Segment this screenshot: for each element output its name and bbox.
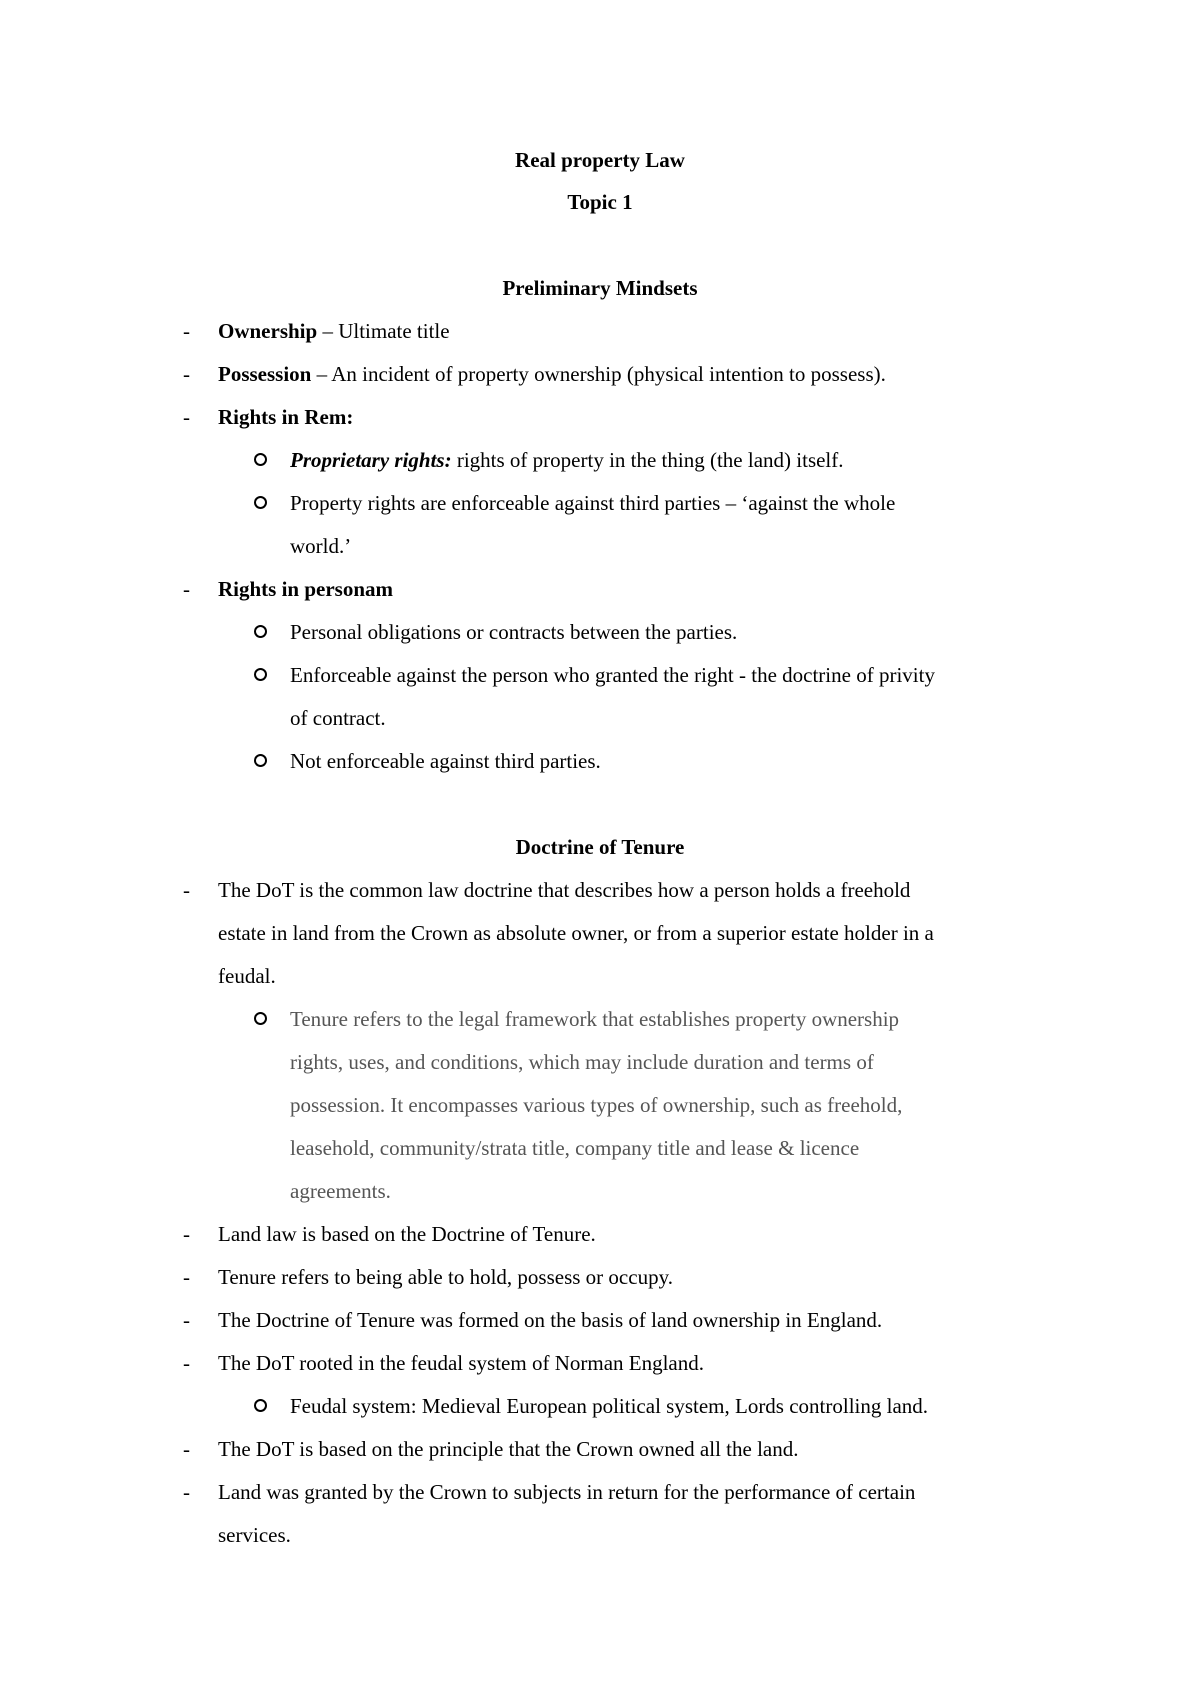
list-dash: - (183, 1480, 190, 1504)
list-item-line: Tenure refers to being able to hold, possess or occupy. (218, 1265, 673, 1289)
term-rights-in-rem: Rights in Rem: (218, 405, 354, 429)
list-dash: - (183, 362, 190, 386)
list-dash: - (183, 577, 190, 601)
sub-item-line: Personal obligations or contracts between the parties. (290, 620, 738, 644)
bullet-circle-icon (254, 625, 267, 638)
term-possession: Possession (218, 362, 312, 386)
list-item-possession (218, 360, 886, 388)
list-dash: - (183, 319, 190, 343)
sub-item-line: agreements. (290, 1179, 391, 1203)
heading-doctrine-of-tenure: Doctrine of Tenure (515, 835, 685, 859)
list-dash: - (183, 405, 190, 429)
bullet-circle-icon (254, 1012, 267, 1025)
term-proprietary-rights: Proprietary rights: (290, 448, 452, 472)
definition-text: rights of property in the thing (the land) itself. (451, 448, 844, 472)
list-item-rights-in-rem (218, 403, 353, 431)
list-item-line: Land law is based on the Doctrine of Tenure. (218, 1222, 596, 1246)
list-item-line: Land was granted by the Crown to subjects in return for the performance of certain (218, 1480, 916, 1504)
bullet-circle-icon (254, 453, 267, 466)
list-item-line: feudal. (218, 964, 276, 988)
term-ownership: Ownership (218, 319, 318, 343)
heading-preliminary-mindsets: Preliminary Mindsets (502, 276, 698, 300)
bullet-circle-icon (254, 496, 267, 509)
bullet-circle-icon (254, 1399, 267, 1412)
list-item-line: The DoT is based on the principle that the Crown owned all the land. (218, 1437, 799, 1461)
list-item-rights-in-personam (218, 575, 393, 603)
list-item-line: The Doctrine of Tenure was formed on the basis of land ownership in England. (218, 1308, 883, 1332)
list-item-ownership (218, 317, 450, 345)
term-rights-in-personam: Rights in personam (218, 577, 394, 601)
list-dash: - (183, 878, 190, 902)
sub-item-line: world.’ (290, 534, 352, 558)
sub-item-line: leasehold, community/strata title, company title and lease & licence (290, 1136, 860, 1160)
list-item-line: services. (218, 1523, 291, 1547)
sub-item-line: rights, uses, and conditions, which may include duration and terms of (290, 1050, 874, 1074)
sub-item-line: Feudal system: Medieval European political system, Lords controlling land. (290, 1394, 929, 1418)
document-title: Real property Law (515, 148, 685, 172)
list-item-line: The DoT rooted in the feudal system of Norman England. (218, 1351, 704, 1375)
definition-text: – An incident of property ownership (physical intention to possess). (311, 362, 886, 386)
sub-item-line: Tenure refers to the legal framework that establishes property ownership (290, 1007, 900, 1031)
bullet-circle-icon (254, 668, 267, 681)
document-subtitle: Topic 1 (567, 190, 633, 214)
list-dash: - (183, 1437, 190, 1461)
sub-item-proprietary-rights (290, 446, 844, 474)
list-dash: - (183, 1222, 190, 1246)
sub-item-line: Enforceable against the person who granted the right - the doctrine of privity (290, 663, 935, 687)
list-dash: - (183, 1351, 190, 1375)
bullet-circle-icon (254, 754, 267, 767)
sub-item-line: possession. It encompasses various types of ownership, such as freehold, (290, 1093, 903, 1117)
definition-text: – Ultimate title (317, 319, 450, 343)
list-dash: - (183, 1308, 190, 1332)
sub-item-line: Not enforceable against third parties. (290, 749, 601, 773)
list-item-line: estate in land from the Crown as absolute owner, or from a superior estate holder in a (218, 921, 934, 945)
sub-item-line: Property rights are enforceable against third parties – ‘against the whole (290, 491, 896, 515)
list-dash: - (183, 1265, 190, 1289)
list-item-line: The DoT is the common law doctrine that describes how a person holds a freehold (218, 878, 911, 902)
sub-item-line: of contract. (290, 706, 386, 730)
